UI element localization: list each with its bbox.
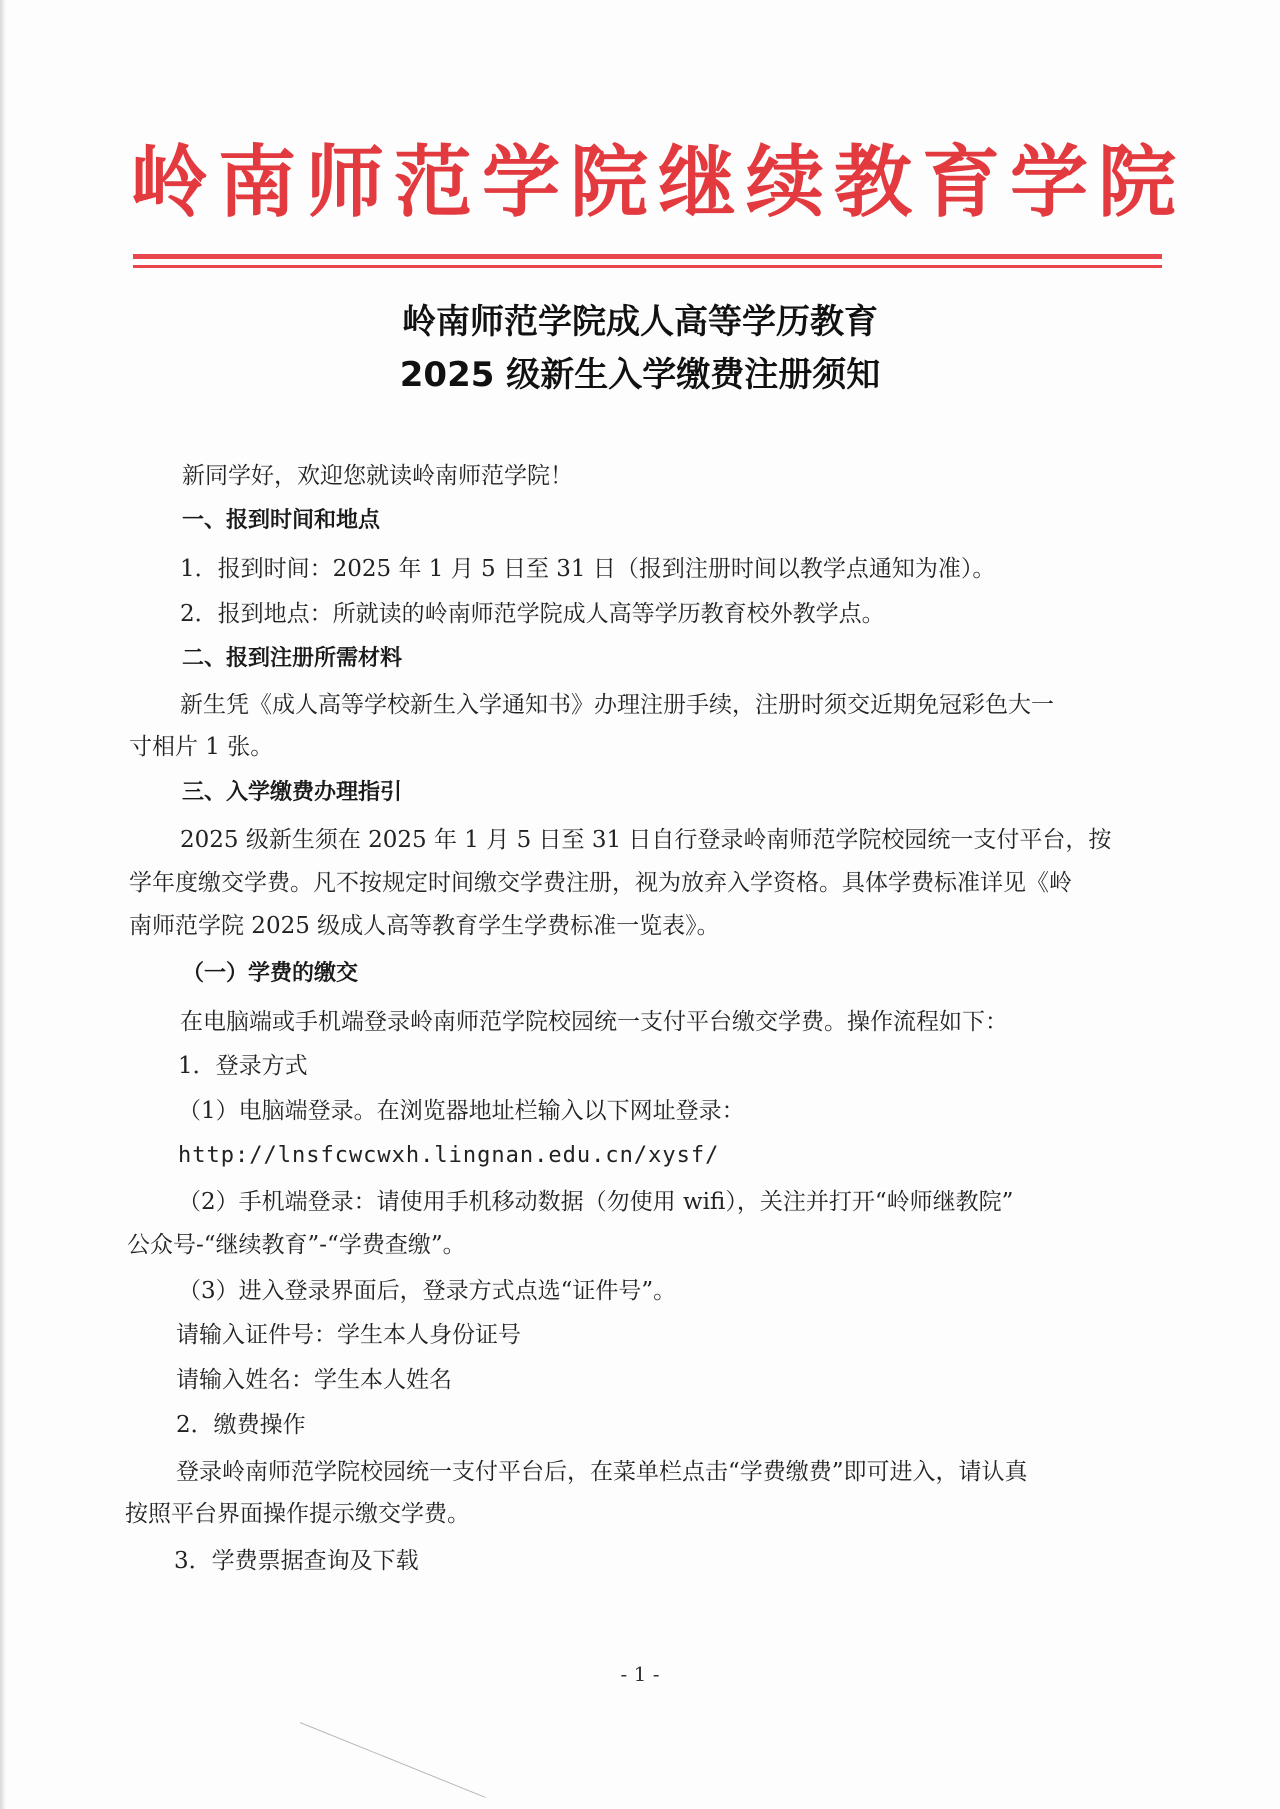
report-time: 1．报到时间：2025 年 1 月 5 日至 31 日（报到注册时间以教学点通知为准）。	[180, 556, 996, 582]
greeting: 新同学好，欢迎您就读岭南师范学院！	[182, 463, 573, 489]
subsection1-heading: （一）学费的缴交	[182, 961, 359, 986]
report-location: 2．报到地点：所就读的岭南师范学院成人高等学历教育校外教学点。	[180, 601, 885, 627]
login-method-heading: 1．登录方式	[178, 1053, 308, 1079]
materials-para-line2: 寸相片 1 张。	[129, 734, 274, 760]
pc-login-text: （1）电脑端登录。在浏览器地址栏输入以下网址登录：	[178, 1098, 745, 1124]
letterhead-rule-thick	[133, 254, 1162, 259]
payment-operation-line1: 登录岭南师范学院校园统一支付平台后，在菜单栏点击“学费缴费”即可进入，请认真	[176, 1459, 1028, 1485]
letterhead-rule-thin	[133, 265, 1162, 268]
mobile-login-line2: 公众号-“继续教育”-“学费查缴”。	[127, 1232, 466, 1258]
scan-edge-shadow	[0, 0, 6, 1809]
payment-url-link[interactable]: http://lnsfcwcwxh.lingnan.edu.cn/xysf/	[178, 1143, 720, 1168]
receipt-heading: 3．学费票据查询及下载	[174, 1548, 419, 1574]
payment-operation-line2: 按照平台界面操作提示缴交学费。	[125, 1501, 470, 1527]
document-title-line1: 岭南师范学院成人高等学历教育	[402, 302, 878, 342]
section1-heading: 一、报到时间和地点	[182, 508, 381, 533]
materials-para-line1: 新生凭《成人高等学校新生入学通知书》办理注册手续，注册时须交近期免冠彩色大一	[180, 692, 1054, 718]
scan-artifact-line	[300, 1722, 486, 1798]
payment-para-line1: 2025 级新生须在 2025 年 1 月 5 日至 31 日自行登录岭南师范学院校园统一支付平台，按	[180, 827, 1112, 853]
subsection1-intro: 在电脑端或手机端登录岭南师范学院校园统一支付平台缴交学费。操作流程如下：	[180, 1009, 1008, 1035]
section2-heading: 二、报到注册所需材料	[182, 646, 403, 671]
section3-heading: 三、入学缴费办理指引	[182, 780, 403, 805]
letterhead-title: 岭南师范学院继续教育学院	[130, 137, 1187, 228]
mobile-login-line1: （2）手机端登录：请使用手机移动数据（勿使用 wifi），关注并打开“岭师继教院”	[178, 1189, 1014, 1215]
page-number: - 1 -	[620, 1662, 660, 1686]
login-mode-text: （3）进入登录界面后，登录方式点选“证件号”。	[178, 1278, 677, 1304]
id-number-prompt: 请输入证件号：学生本人身份证号	[176, 1322, 521, 1348]
payment-para-line3: 南师范学院 2025 级成人高等教育学生学费标准一览表》。	[129, 913, 720, 939]
payment-para-line2: 学年度缴交学费。凡不按规定时间缴交学费注册，视为放弃入学资格。具体学费标准详见《岭	[129, 870, 1072, 896]
document-title-line2: 2025 级新生入学缴费注册须知	[399, 355, 881, 395]
name-prompt: 请输入姓名：学生本人姓名	[176, 1367, 452, 1393]
payment-operation-heading: 2．缴费操作	[176, 1412, 306, 1438]
